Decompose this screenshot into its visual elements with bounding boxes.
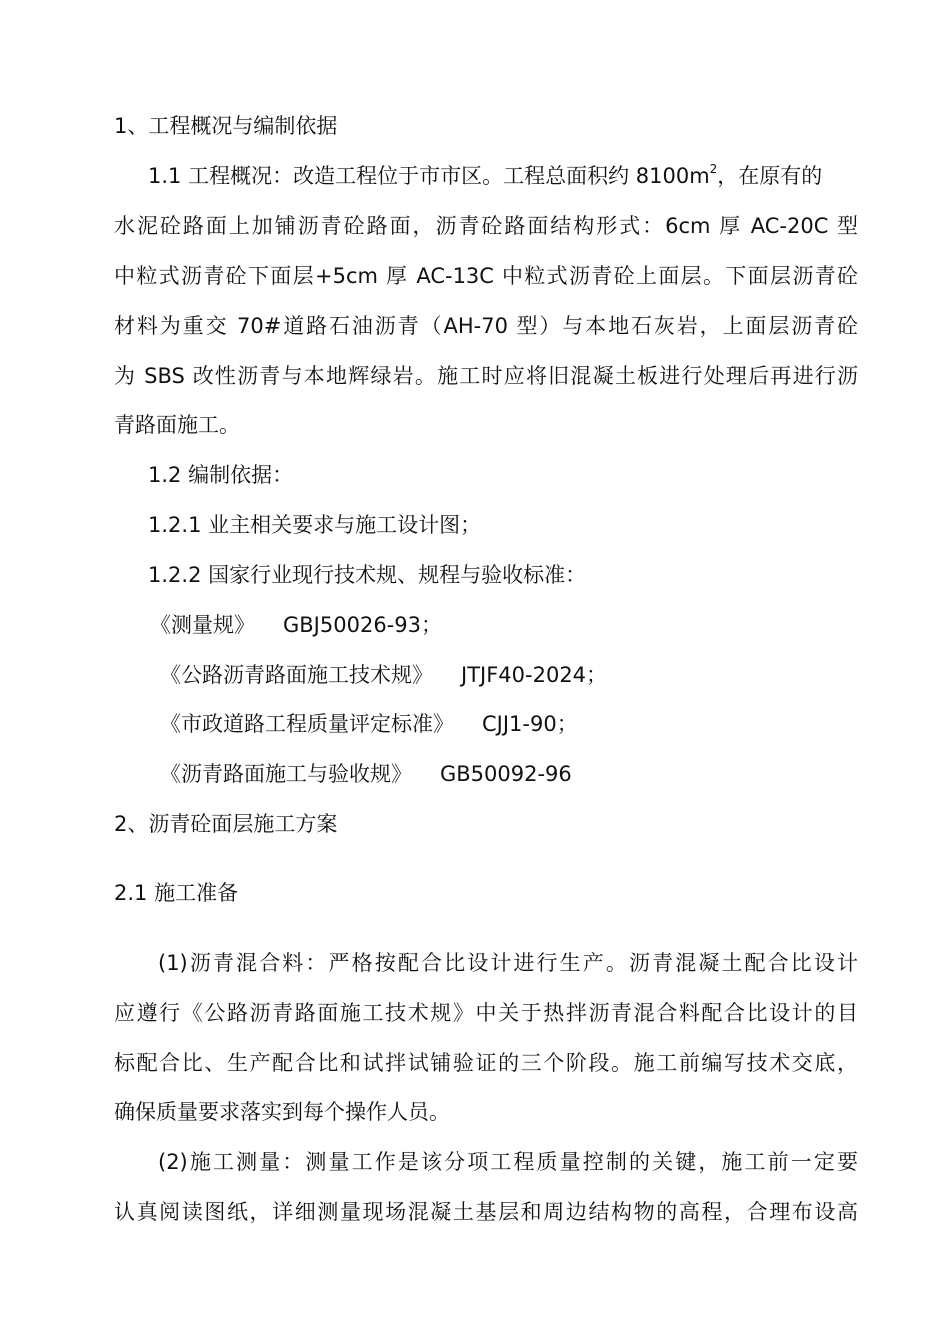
s11-line6: 青路面施工。 <box>114 413 240 437</box>
reference-title: 《公路沥青路面施工技术规》 <box>160 663 433 687</box>
reference-title: 《沥青路面施工与验收规》 <box>160 762 412 786</box>
s11-line1-text: 1.1 工程概况：改造工程位于市市区。工程总面积约 8100m <box>148 164 710 188</box>
s11-line4: 材料为重交 70#道路石油沥青（AH-70 型）与本地石灰岩，上面层沥青砼 <box>114 314 858 338</box>
p1-line4: 确保质量要求落实到每个操作人员。 <box>114 1100 450 1124</box>
reference-item <box>150 610 442 640</box>
section2-heading: 2、沥青砼面层施工方案 <box>114 812 338 836</box>
reference-code: JTJF40-2024； <box>461 663 608 687</box>
reference-title: 《测量规》 <box>150 613 255 637</box>
section1-heading: 1、工程概况与编制依据 <box>114 114 338 138</box>
p2-line1: (2)施工测量：测量工作是该分项工程质量控制的关键，施工前一定要 <box>158 1150 858 1174</box>
s11-line2: 水泥砼路面上加铺沥青砼路面，沥青砼路面结构形式：6cm 厚 AC-20C 型 <box>114 214 858 238</box>
reference-code: GBJ50026-93； <box>283 613 442 637</box>
s21-heading: 2.1 施工准备 <box>114 881 239 905</box>
reference-item <box>160 759 572 789</box>
s11-line3: 中粒式沥青砼下面层+5cm 厚 AC-13C 中粒式沥青砼上面层。下面层沥青砼 <box>114 264 858 288</box>
p2-line2: 认真阅读图纸，详细测量现场混凝土基层和周边结构物的高程，合理布设高 <box>114 1200 858 1224</box>
s121-item: 1.2.1 业主相关要求与施工设计图； <box>148 513 482 537</box>
superscript-2: 2 <box>709 162 718 176</box>
p1-line3: 标配合比、生产配合比和试拌试铺验证的三个阶段。施工前编写技术交底， <box>114 1051 858 1075</box>
reference-code: GB50092-96 <box>440 762 572 786</box>
s11-line5: 为 SBS 改性沥青与本地辉绿岩。施工时应将旧混凝土板进行处理后再进行沥 <box>114 364 858 388</box>
reference-code: CJJ1-90； <box>482 712 578 736</box>
s11-line1-tail: ，在原有的 <box>717 164 823 188</box>
reference-title: 《市政道路工程质量评定标准》 <box>160 712 454 736</box>
s11-line1 <box>148 161 822 191</box>
s122-item: 1.2.2 国家行业现行技术规、规程与验收标准： <box>148 563 587 587</box>
s12-heading: 1.2 编制依据： <box>148 463 294 487</box>
reference-item <box>160 709 578 739</box>
p1-line1: (1)沥青混合料：严格按配合比设计进行生产。沥青混凝土配合比设计 <box>158 951 858 975</box>
p1-line2: 应遵行《公路沥青路面施工技术规》中关于热拌沥青混合料配合比设计的目 <box>114 1001 858 1025</box>
reference-item <box>160 660 607 690</box>
